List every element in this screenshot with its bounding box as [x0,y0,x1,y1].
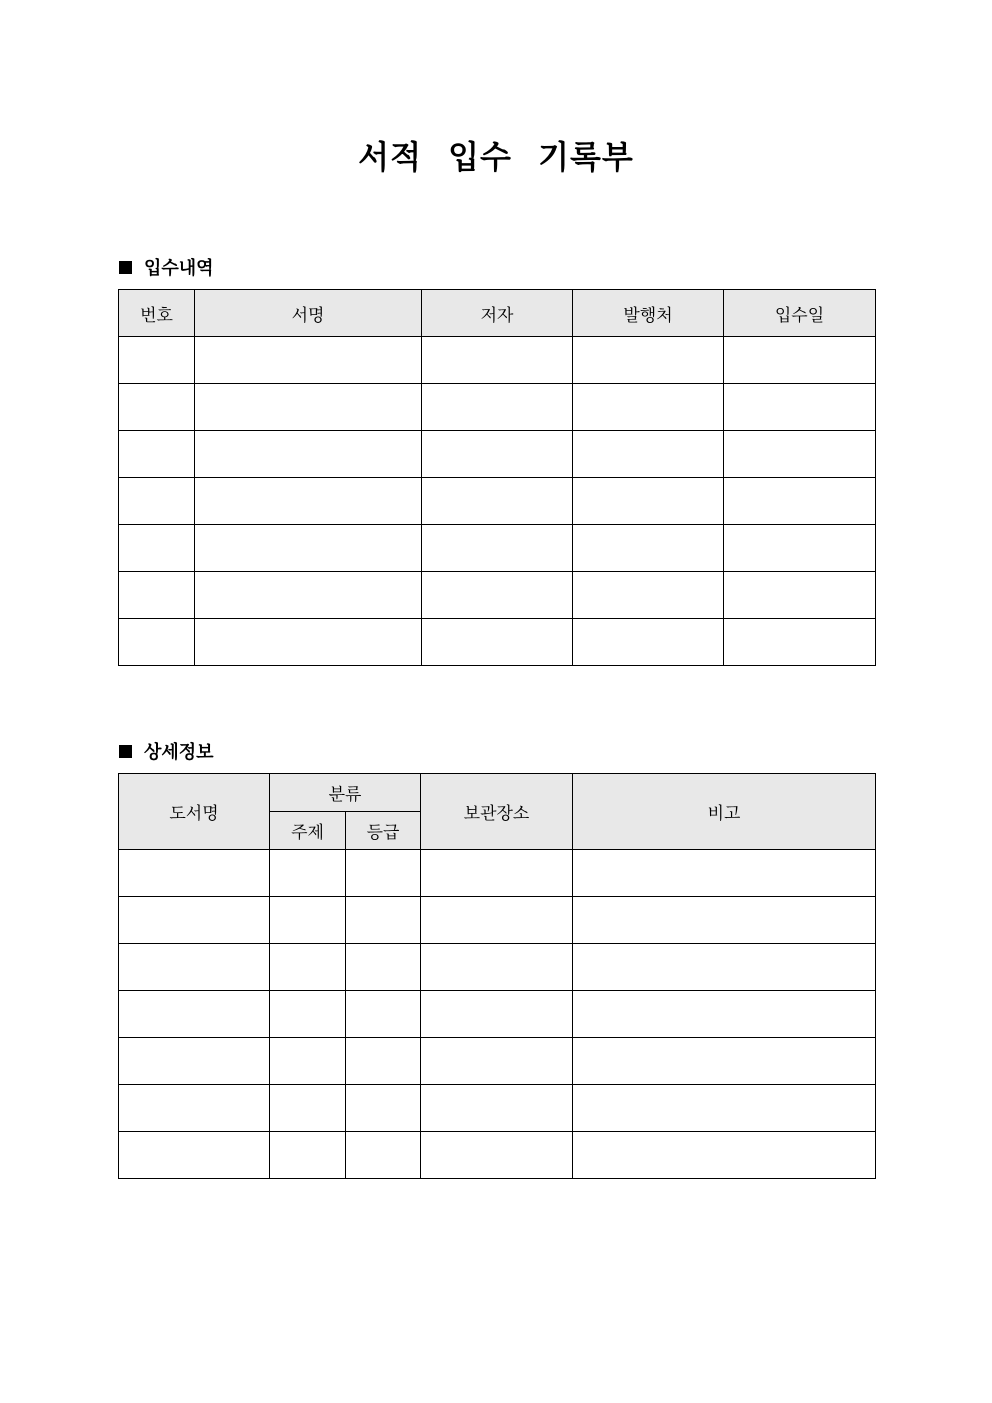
table-cell[interactable] [422,525,573,572]
header-number: 번호 [119,290,195,337]
table-cell[interactable] [421,1132,573,1179]
table-cell[interactable] [573,850,876,897]
table-cell[interactable] [422,478,573,525]
table-cell[interactable] [573,991,876,1038]
table-cell[interactable] [119,1132,270,1179]
table-cell[interactable] [119,991,270,1038]
header-book-title: 서명 [195,290,422,337]
table-cell[interactable] [573,944,876,991]
table-row [119,384,876,431]
table-cell[interactable] [573,1132,876,1179]
table-cell[interactable] [724,431,876,478]
table-cell[interactable] [724,572,876,619]
intake-table [118,289,876,666]
table-cell[interactable] [119,619,195,666]
table-cell[interactable] [724,619,876,666]
table-cell[interactable] [573,572,724,619]
table-cell[interactable] [270,850,346,897]
table-cell[interactable] [573,337,724,384]
table-cell[interactable] [119,478,195,525]
table-cell[interactable] [724,525,876,572]
table-row [119,525,876,572]
table-cell[interactable] [573,897,876,944]
table-cell[interactable] [119,1038,270,1085]
table-cell[interactable] [195,431,422,478]
table-cell[interactable] [421,1085,573,1132]
table-cell[interactable] [195,619,422,666]
table-cell[interactable] [270,1038,346,1085]
table-row [119,897,876,944]
table-cell[interactable] [119,431,195,478]
table-cell[interactable] [270,944,346,991]
details-table-body [119,850,876,1179]
table-cell[interactable] [346,1085,421,1132]
table-cell[interactable] [422,337,573,384]
table-row [119,572,876,619]
table-cell[interactable] [119,572,195,619]
table-cell[interactable] [195,384,422,431]
table-cell[interactable] [119,384,195,431]
table-row [119,850,876,897]
table-cell[interactable] [346,850,421,897]
table-cell[interactable] [195,572,422,619]
table-cell[interactable] [573,431,724,478]
table-cell[interactable] [421,944,573,991]
table-row [119,1132,876,1179]
table-cell[interactable] [346,1038,421,1085]
table-cell[interactable] [119,944,270,991]
document-title: 서적 입수 기록부 [358,138,634,176]
table-cell[interactable] [573,525,724,572]
table-cell[interactable] [724,337,876,384]
table-cell[interactable] [119,337,195,384]
table-cell[interactable] [421,897,573,944]
intake-table-body [119,337,876,666]
table-cell[interactable] [119,525,195,572]
table-cell[interactable] [270,991,346,1038]
header-publisher: 발행처 [573,290,724,337]
table-cell[interactable] [346,991,421,1038]
table-row [119,431,876,478]
table-cell[interactable] [422,384,573,431]
table-cell[interactable] [270,1132,346,1179]
section-heading-label: 입수내역 [144,258,214,279]
square-bullet-icon [119,261,132,274]
table-cell[interactable] [422,572,573,619]
table-row [119,478,876,525]
table-cell[interactable] [573,478,724,525]
table-cell[interactable] [573,1038,876,1085]
section-heading-details [119,738,214,764]
intake-table-header [119,290,876,337]
table-row [119,1085,876,1132]
table-cell[interactable] [422,431,573,478]
table-cell[interactable] [724,478,876,525]
table-cell[interactable] [346,944,421,991]
header-storage-location: 보관장소 [421,774,573,850]
table-row [119,619,876,666]
table-cell[interactable] [195,337,422,384]
table-cell[interactable] [421,850,573,897]
header-classification: 분류 [270,774,421,812]
table-cell[interactable] [346,1132,421,1179]
table-cell[interactable] [724,384,876,431]
table-row [119,991,876,1038]
table-cell[interactable] [270,1085,346,1132]
table-cell[interactable] [421,991,573,1038]
table-cell[interactable] [195,478,422,525]
table-cell[interactable] [421,1038,573,1085]
section-heading-label: 상세정보 [144,742,214,763]
square-bullet-icon [119,745,132,758]
header-remarks: 비고 [573,774,876,850]
section-heading-intake [119,254,214,280]
table-row [119,944,876,991]
details-table [118,773,876,1179]
table-cell[interactable] [270,897,346,944]
table-cell[interactable] [195,525,422,572]
table-cell[interactable] [346,897,421,944]
table-row [119,337,876,384]
header-acquired-date: 입수일 [724,290,876,337]
header-grade: 등급 [346,812,421,850]
table-cell[interactable] [573,619,724,666]
table-row [119,1038,876,1085]
table-cell[interactable] [119,850,270,897]
table-cell[interactable] [119,897,270,944]
header-book-name: 도서명 [119,774,270,850]
table-cell[interactable] [573,384,724,431]
details-table-header [119,774,876,812]
header-author: 저자 [422,290,573,337]
table-cell[interactable] [119,1085,270,1132]
table-cell[interactable] [422,619,573,666]
table-cell[interactable] [573,1085,876,1132]
header-subject: 주제 [270,812,346,850]
